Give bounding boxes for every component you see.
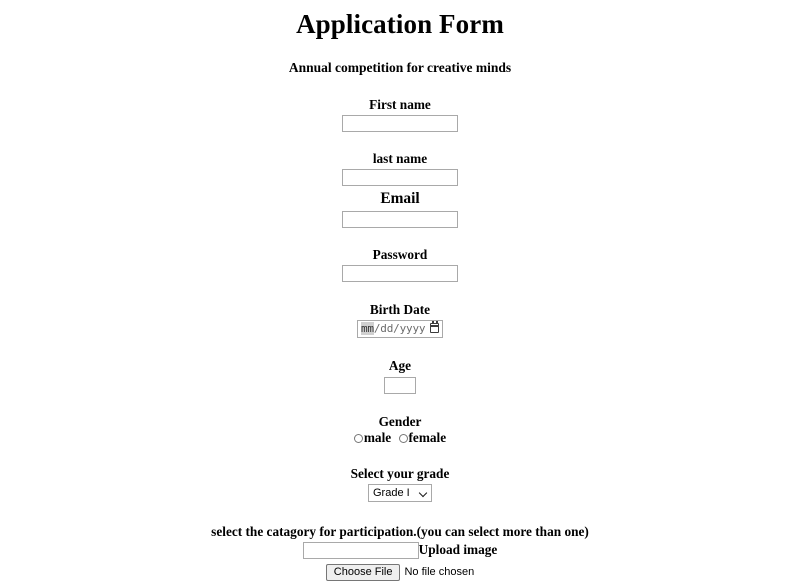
- email-input[interactable]: [342, 211, 458, 228]
- page-title: Application Form: [296, 9, 504, 39]
- age-row: [0, 377, 800, 394]
- age-input[interactable]: [384, 377, 416, 394]
- gender-option-male-label: male: [363, 429, 392, 445]
- label-first-name: First name: [369, 96, 431, 112]
- label-grade: Select your grade: [350, 465, 450, 481]
- label-password: Password: [372, 246, 428, 262]
- label-age: Age: [388, 358, 412, 374]
- label-last-name: last name: [372, 150, 428, 166]
- date-day-segment[interactable]: dd: [380, 322, 394, 336]
- category-input[interactable]: [303, 542, 419, 559]
- label-upload-image: Upload image: [418, 542, 498, 558]
- grade-row: [0, 484, 800, 502]
- radio-icon-female[interactable]: [399, 434, 408, 443]
- birth-date-row: [0, 320, 800, 338]
- email-row: [0, 211, 800, 228]
- upload-image-row: [0, 564, 800, 581]
- gender-option-male[interactable]: [354, 431, 391, 446]
- last-name-input[interactable]: [342, 169, 458, 186]
- chevron-down-icon[interactable]: [419, 489, 427, 497]
- date-separator-2: /: [393, 322, 400, 336]
- gender-radio-group: [0, 431, 800, 446]
- category-row: [0, 541, 800, 559]
- file-status-text: No file chosen: [404, 566, 475, 579]
- label-gender: Gender: [378, 413, 422, 429]
- grade-select-value: Grade I: [373, 486, 410, 499]
- first-name-input[interactable]: [342, 115, 458, 132]
- grade-select[interactable]: [368, 484, 432, 502]
- choose-file-button[interactable]: Choose File: [326, 564, 401, 581]
- radio-icon-male[interactable]: [354, 434, 363, 443]
- calendar-icon[interactable]: [430, 323, 439, 333]
- label-birth-date: Birth Date: [369, 302, 431, 318]
- page-subtitle: Annual competition for creative minds: [288, 59, 512, 75]
- last-name-row: [0, 169, 800, 186]
- label-category: select the catagory for participation.(you can select more than one): [211, 523, 589, 539]
- label-email: Email: [380, 190, 420, 208]
- gender-option-female[interactable]: [399, 431, 447, 446]
- date-month-segment[interactable]: mm: [361, 322, 374, 336]
- password-row: [0, 265, 800, 282]
- password-input[interactable]: [342, 265, 458, 282]
- gender-option-female-label: female: [408, 429, 447, 445]
- date-year-segment[interactable]: yyyy: [399, 322, 426, 336]
- first-name-row: [0, 115, 800, 132]
- date-separator-1: /: [373, 322, 381, 336]
- birth-date-input[interactable]: [357, 320, 443, 338]
